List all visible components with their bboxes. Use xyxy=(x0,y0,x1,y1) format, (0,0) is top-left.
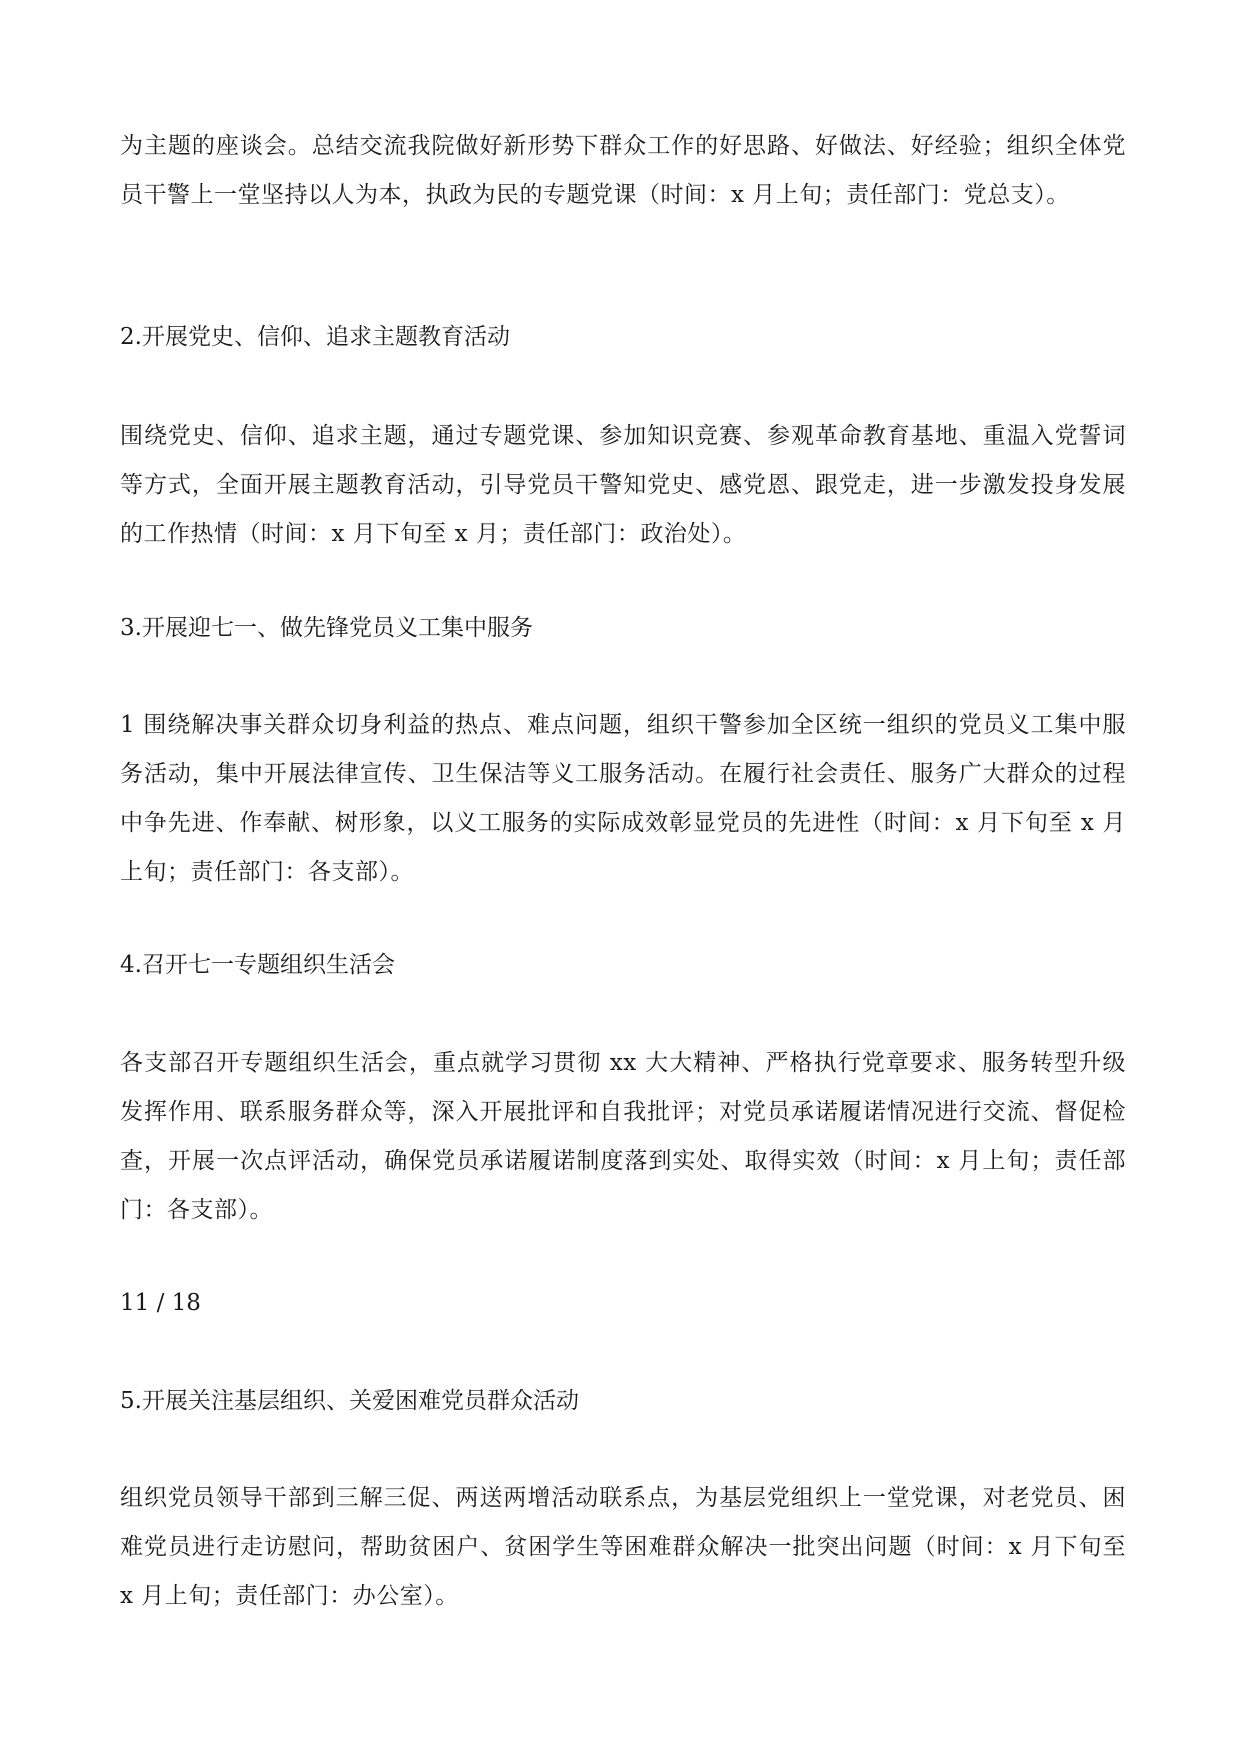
page-number: 11 / 18 xyxy=(120,1290,201,1316)
heading-party-history-education: 2.开展党史、信仰、追求主题教育活动 xyxy=(120,324,510,350)
heading-grassroots-care: 5.开展关注基层组织、关爱困难党员群众活动 xyxy=(120,1388,579,1414)
paragraph-grassroots-care: 组织党员领导干部到三解三促、两送两增活动联系点，为基层党组织上一堂党课，对老党员、困难党员进行走访慰问，帮助贫困户、贫困学生等困难群众解决一批突出问题（时间：x 月下旬至 x 月上旬；责任部门：办公室）。 xyxy=(120,1485,1126,1609)
paragraph-theme-forum: 为主题的座谈会。总结交流我院做好新形势下群众工作的好思路、好做法、好经验；组织全体党员干警上一堂坚持以人为本，执政为民的专题党课（时间：x 月上旬；责任部门：党总支）。 xyxy=(120,133,1126,208)
paragraph-organizational-life-meeting: 各支部召开专题组织生活会，重点就学习贯彻 xx 大大精神、严格执行党章要求、服务转型升级发挥作用、联系服务群众等，深入开展批评和自我批评；对党员承诺履诺情况进行交流、督促检查，开展一次点评活动，确保党员承诺履诺制度落到实处、取得实效（时间：x 月上旬；责任部门：各支部）。 xyxy=(120,1050,1126,1223)
heading-organizational-life-meeting: 4.召开七一专题组织生活会 xyxy=(120,952,395,978)
paragraph-volunteer-service: 1 围绕解决事关群众切身利益的热点、难点问题，组织干警参加全区统一组织的党员义工集中服务活动，集中开展法律宣传、卫生保洁等义工服务活动。在履行社会责任、服务广大群众的过程中争先进、作奉献、树形象，以义工服务的实际成效彰显党员的先进性（时间：x 月下旬至 x 月上旬；责任部门：各支部）。 xyxy=(120,712,1126,885)
paragraph-party-history-education: 围绕党史、信仰、追求主题，通过专题党课、参加知识竞赛、参观革命教育基地、重温入党誓词等方式，全面开展主题教育活动，引导党员干警知党史、感党恩、跟党走，进一步激发投身发展的工作热情（时间：x 月下旬至 x 月；责任部门：政治处）。 xyxy=(120,423,1126,547)
heading-volunteer-service: 3.开展迎七一、做先锋党员义工集中服务 xyxy=(120,615,533,641)
